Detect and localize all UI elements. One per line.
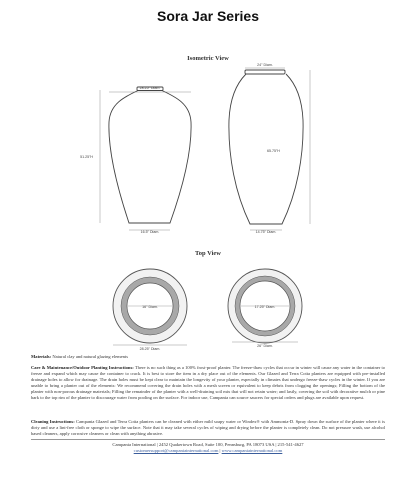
cleaning-text: Campania Glazed and Terra Cotta planters can be cleaned with either mild soapy water or Windex® with Ammonia-D. Spray down the surface of the planter where it is dirty and use a lint-free cloth or sponge to wipe the surface. Note that it may take several cycles of wiping and drying before the planter is completely clean. Do not pressure wash, use alcohol based cleaners, apply corrosive cleaners or clean with anything abrasive. bbox=[31, 419, 385, 436]
left-circle-inner-diameter: 16" Diam. bbox=[142, 305, 158, 309]
right-jar-outline bbox=[229, 70, 303, 224]
care-label: Care & Maintenance/Outdoor Planting Instructions: bbox=[31, 365, 134, 370]
left-jar-dimensions bbox=[100, 90, 191, 230]
isometric-view-heading: Isometric View bbox=[187, 55, 229, 62]
right-circle-outer-diameter: 26" Diam. bbox=[257, 344, 273, 348]
right-jar-top-width: 24" Diam. bbox=[257, 63, 273, 67]
cleaning-paragraph bbox=[31, 419, 385, 437]
left-circle-outer-diameter: 28.25" Diam. bbox=[139, 347, 161, 351]
footer-contact bbox=[0, 448, 416, 454]
footer-address: Campania International | 2452 Quakertown Road, Suite 100, Pennsburg, PA 18073 USA | 215-541-4627 bbox=[112, 442, 304, 447]
materials-label: Materials: bbox=[31, 354, 52, 359]
website-link[interactable]: www.campaniainternational.com bbox=[221, 448, 283, 453]
care-text: There is no such thing as a 100% frost-proof planter. The freeze-thaw cycles that occur in winter will cause any water in the container to freeze and expand which may cause the container to crack. It is best to store the item in a dry place out of the elements. Our Glazed and Terra Cotta planters are equipped with pre-installed drainage holes to allow for drainage. The drain holes must be kept clear to maintain the longevity of your planter, especially in climates that undergo freeze-thaw cycles in the winter. If you are unable to bring a planter out of the elements: We recommend covering the drain holes with a mesh screen or equivalent to keep debris from clogging the openings; Filling the bottom of the planter with non-porous drainage materials; Filling the remainder of the planter with a well-draining soil mix that will not retain water; and lastly, covering the soil with decorative mulch or pine bark to the top rim of the planter to discourage water from pooling on the surface. For indoor use, Campania can source saucers for special orders and plugs are available upon request. bbox=[31, 365, 386, 400]
right-jar-base: 14.75" Diam. bbox=[255, 230, 277, 234]
page-title: Sora Jar Series bbox=[157, 8, 259, 24]
materials-paragraph bbox=[31, 354, 385, 360]
top-view-heading: Top View bbox=[195, 250, 221, 257]
care-paragraph bbox=[31, 365, 385, 400]
materials-text: Natural clay and natural glazing elements bbox=[52, 354, 128, 359]
left-jar-height: 51.25"H bbox=[80, 155, 93, 159]
footer-separator: | bbox=[218, 448, 222, 453]
left-jar-outline bbox=[109, 87, 191, 223]
left-jar-top-width: 28.25" Diam. bbox=[139, 86, 161, 90]
cleaning-label: Cleaning Instructions: bbox=[31, 419, 75, 424]
footer-divider bbox=[31, 439, 385, 440]
right-jar-height: 65.75"H bbox=[267, 149, 280, 153]
right-circle-inner-diameter: 17.25" Diam. bbox=[254, 305, 276, 309]
support-email-link[interactable]: customersupport@campaniainternational.com bbox=[133, 448, 219, 453]
left-jar-base: 16.5" Diam. bbox=[140, 230, 160, 234]
